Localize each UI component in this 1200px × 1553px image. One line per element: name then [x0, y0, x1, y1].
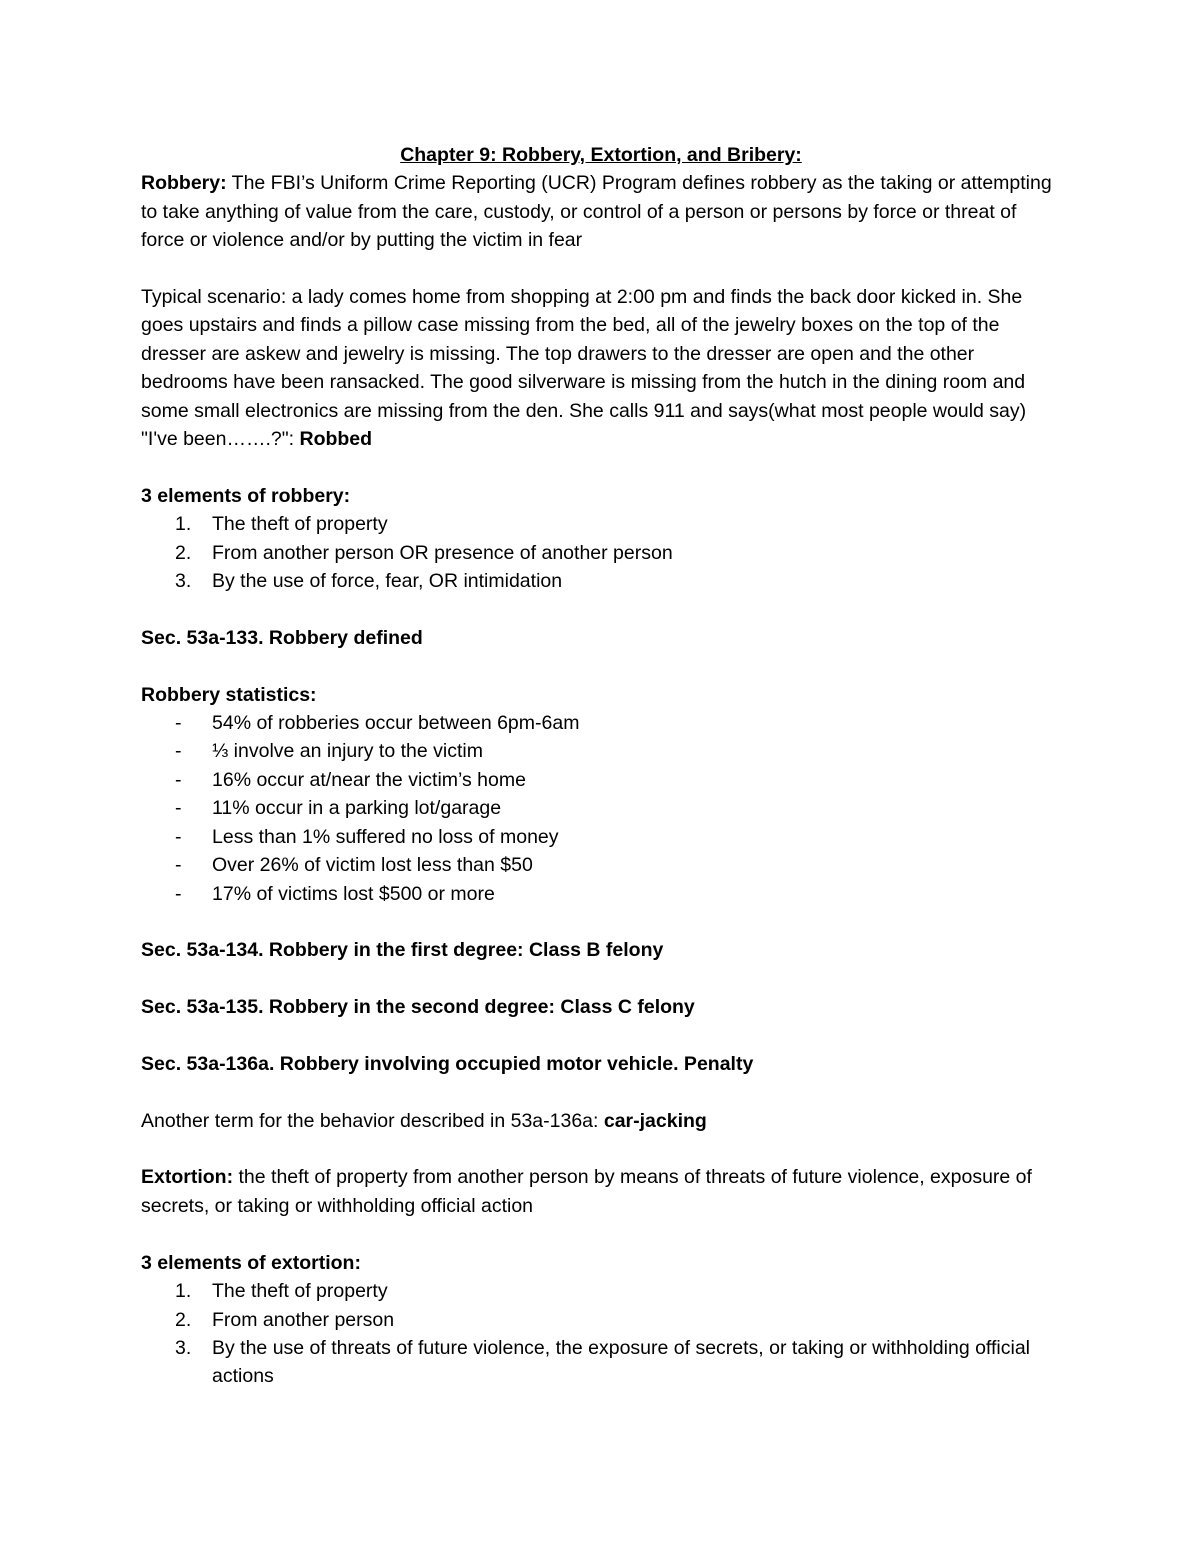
spacer — [141, 908, 1061, 936]
robbery-term: Robbery: — [141, 172, 227, 195]
document-page — [141, 141, 1061, 1391]
robbery-elements-heading: 3 elements of robbery: — [141, 484, 351, 507]
list-item: 3. By the use of threats of future violence, the exposure of secrets, or taking or withholding official actions — [175, 1336, 1031, 1388]
extortion-elements-list — [141, 1277, 1061, 1391]
spacer — [141, 1220, 1061, 1248]
another-term: Another term for the behavior described in 53a-136a: car-jacking — [141, 1109, 707, 1132]
spacer — [141, 255, 1061, 283]
robbery-definition — [141, 169, 1061, 254]
section-53a-136a: Sec. 53a-136a. Robbery involving occupied motor vehicle. Penalty — [141, 1052, 754, 1075]
robbery-statistics-heading: Robbery statistics: — [141, 683, 317, 706]
section-53a-134: Sec. 53a-134. Robbery in the first degree: Class B felony — [141, 939, 664, 962]
list-item: - Over 26% of victim lost less than $50 — [175, 854, 533, 877]
spacer — [141, 652, 1061, 680]
spacer — [141, 453, 1061, 481]
list-item: - ⅓ involve an injury to the victim — [175, 740, 483, 763]
list-item: - Less than 1% suffered no loss of money — [175, 825, 559, 848]
scenario-text: Typical scenario: a lady comes home from shopping at 2:00 pm and finds the back door kicked in. She goes upstairs and finds a pillow case missing from the bed, all of the jewelry boxes on the top of the dresser are askew and jewelry is missing. The top drawers to the dresser are open and the other bedrooms have been ransacked. The good silverware is missing from the hutch in the dining room and some small electronics are missing from the den. She calls 911 and says(what most people would say) "I've been…….?": — [141, 286, 1027, 451]
page-title: Chapter 9: Robbery, Extortion, and Bribery: — [400, 144, 802, 166]
typical-scenario — [141, 283, 1061, 453]
extortion-definition — [141, 1163, 1061, 1220]
list-item: - 11% occur in a parking lot/garage — [175, 797, 502, 820]
spacer — [141, 1022, 1061, 1050]
list-item: 1. The theft of property — [175, 1280, 388, 1303]
list-item: 1. The theft of property — [175, 513, 388, 536]
another-term-answer: car-jacking — [603, 1109, 707, 1132]
robbery-statistics-list — [141, 709, 1061, 908]
list-item: 2. From another person OR presence of another person — [175, 541, 673, 564]
spacer — [141, 1078, 1061, 1106]
list-item: 2. From another person — [175, 1308, 395, 1331]
list-item: 3. By the use of force, fear, OR intimidation — [175, 570, 563, 593]
extortion-definition-text: the theft of property from another person by means of threats of future violence, exposure of secrets, or taking or withholding official action — [141, 1166, 1032, 1217]
extortion-elements-heading: 3 elements of extortion: — [141, 1251, 361, 1274]
list-item: - 16% occur at/near the victim’s home — [175, 768, 526, 791]
list-item: - 54% of robberies occur between 6pm-6am — [175, 712, 580, 735]
spacer — [141, 1135, 1061, 1163]
list-item: - 17% of victims lost $500 or more — [175, 882, 495, 905]
spacer — [141, 965, 1061, 993]
robbery-definition-text: The FBI’s Uniform Crime Reporting (UCR) Program defines robbery as the taking or attempting to take anything of value from the care, custody, or control of a person or persons by force or threat of force or violence and/or by putting the victim in fear — [141, 172, 1052, 252]
spacer — [141, 595, 1061, 623]
robbery-elements-list — [141, 510, 1061, 595]
scenario-answer: Robbed — [299, 428, 373, 451]
section-53a-133: Sec. 53a-133. Robbery defined — [141, 626, 423, 649]
extortion-term: Extortion: — [141, 1166, 234, 1189]
section-53a-135: Sec. 53a-135. Robbery in the second degree: Class C felony — [141, 996, 695, 1019]
